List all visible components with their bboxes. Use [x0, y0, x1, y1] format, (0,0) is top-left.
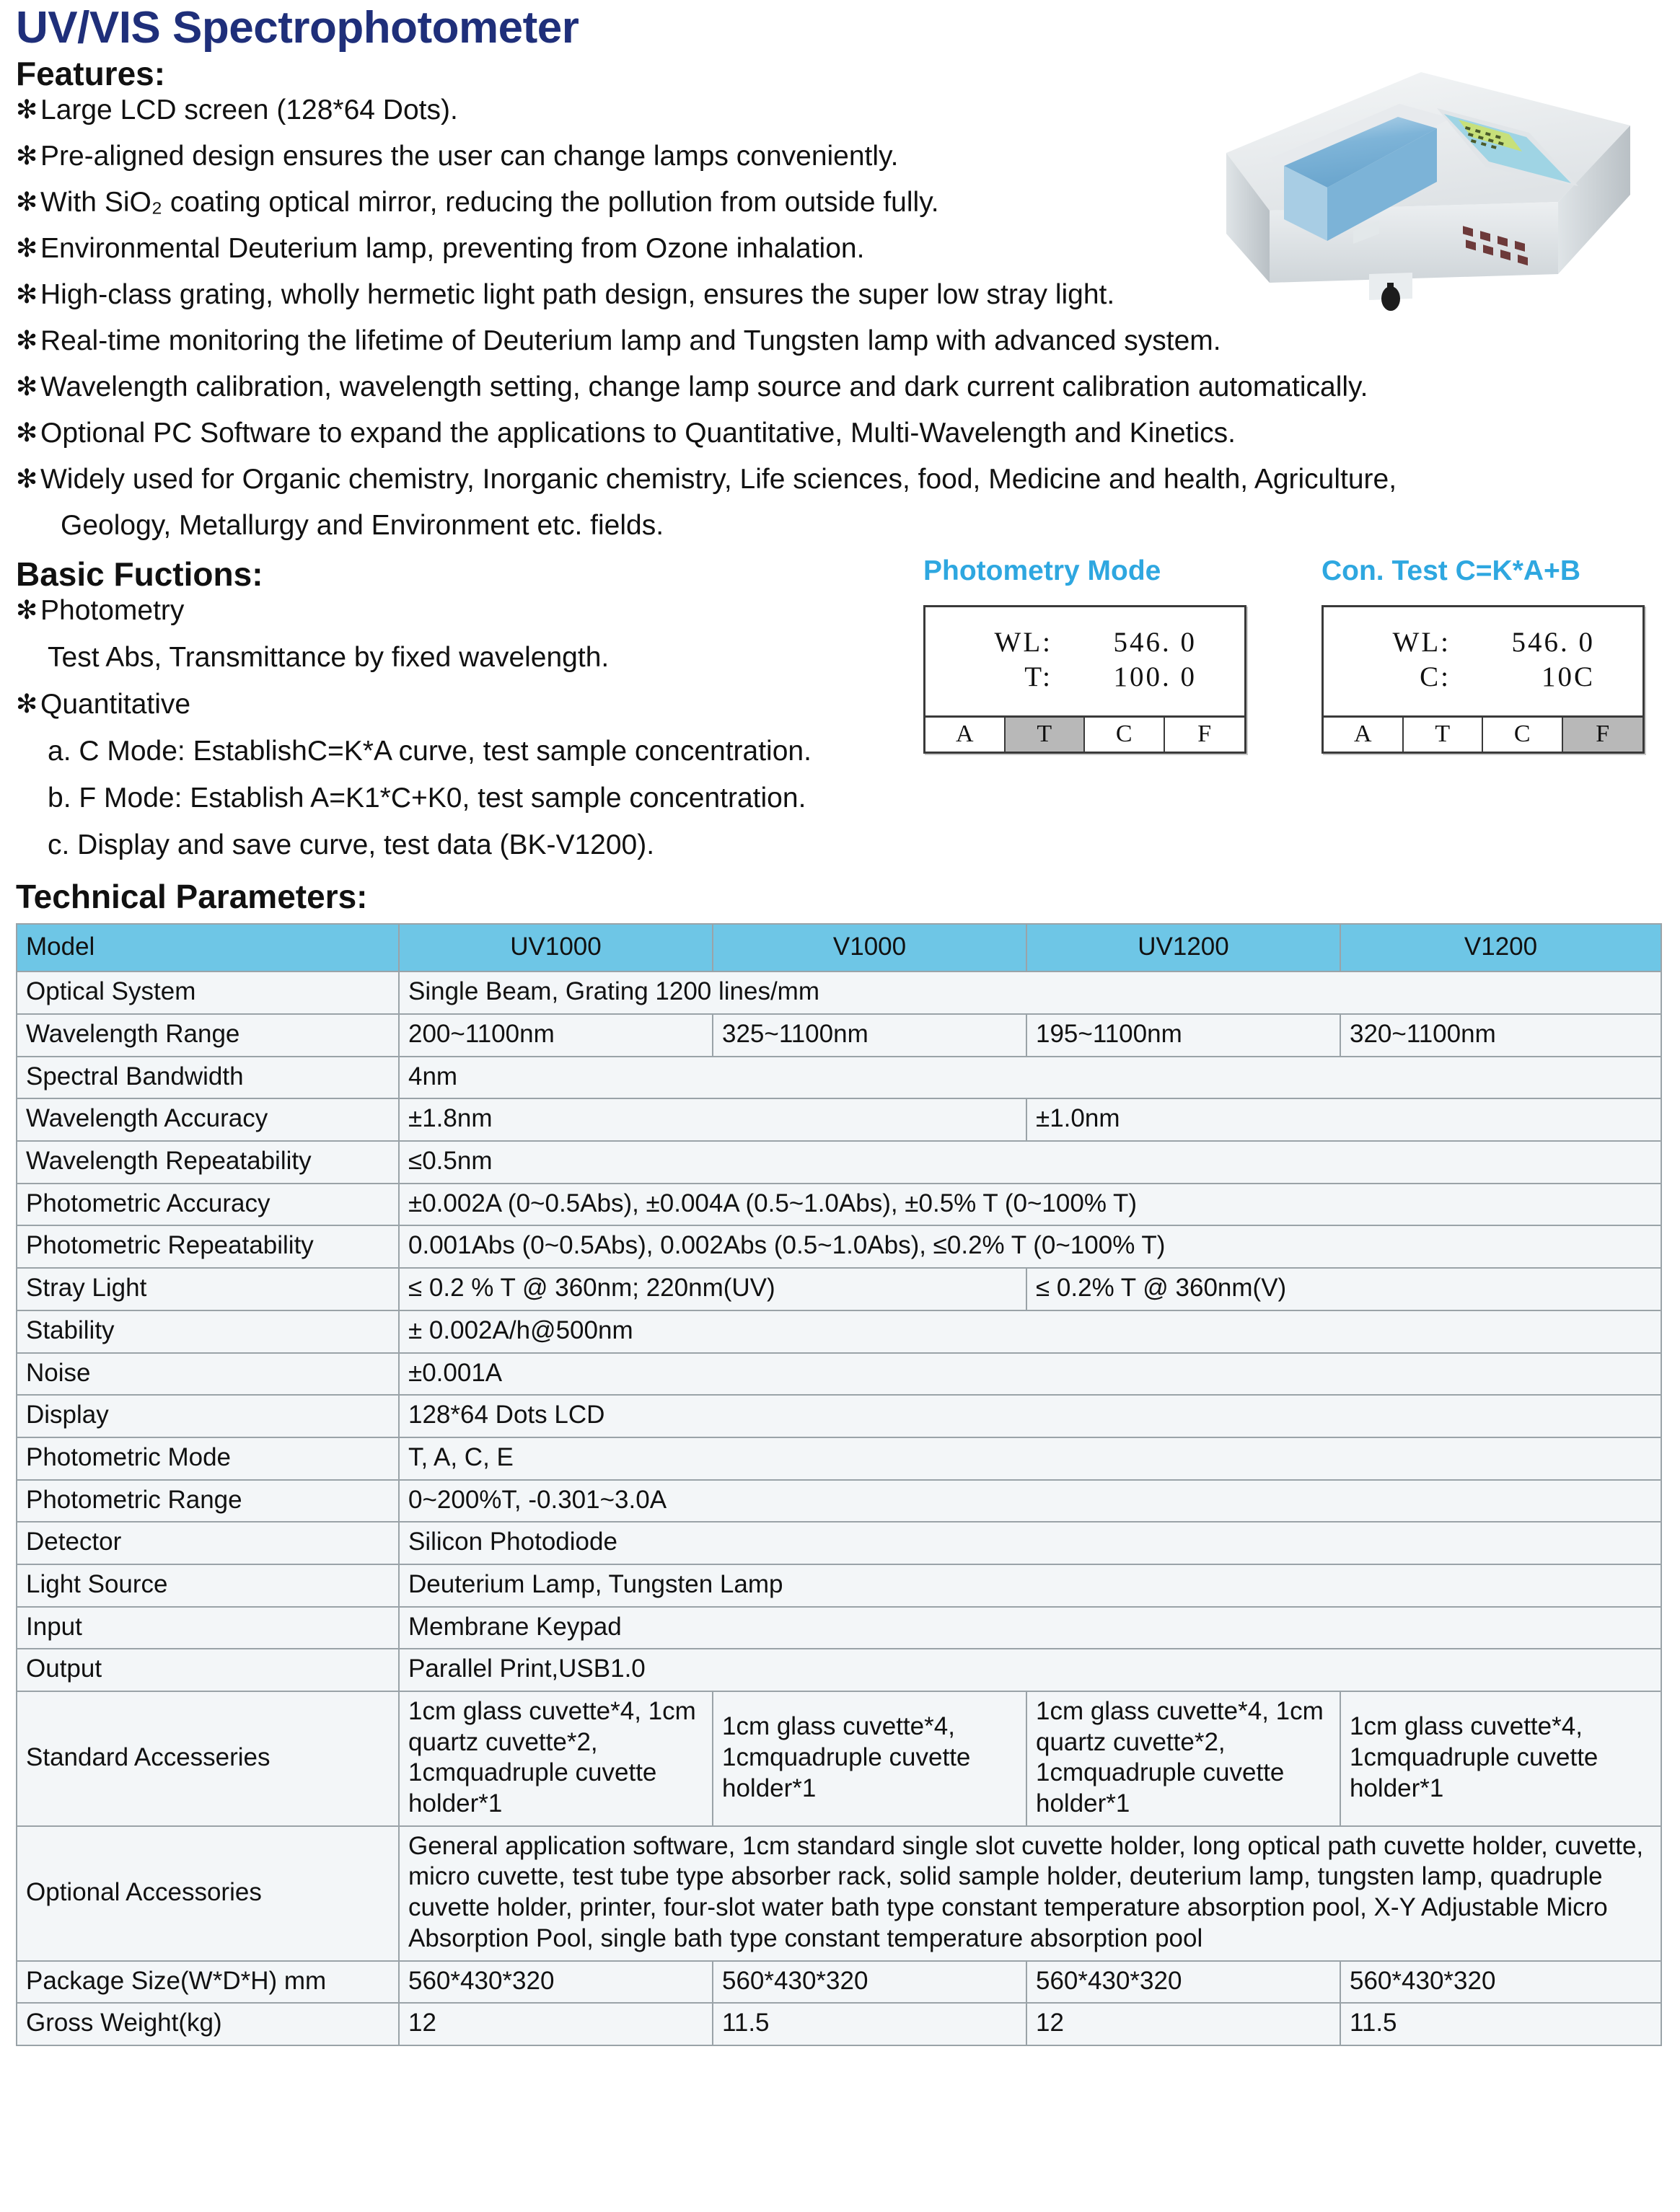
photometry-entry	[16, 596, 918, 625]
row-label: Detector	[17, 1522, 399, 1564]
row-value: 128*64 Dots LCD	[399, 1395, 1661, 1437]
feature-text: Wavelength calibration, wavelength setting, change lamp source and dark current calibration automatically.	[40, 371, 1368, 402]
table-row	[17, 1353, 1661, 1396]
row-label: Package Size(W*D*H) mm	[17, 1961, 399, 2004]
photometry-label: Photometry	[40, 594, 185, 626]
table-row	[17, 1310, 1661, 1353]
lcd-tab-t[interactable]: T	[1006, 718, 1086, 752]
table-body	[17, 971, 1661, 2045]
column-header-model: Model	[17, 924, 399, 972]
row-value: Deuterium Lamp, Tungsten Lamp	[399, 1564, 1661, 1607]
table-row	[17, 1564, 1661, 1607]
row-value: 0~200%T, -0.301~3.0A	[399, 1480, 1661, 1523]
asterisk-bullet-icon: ✻	[16, 688, 38, 718]
row-value: ±1.8nm	[399, 1098, 1026, 1141]
lcd-row-wavelength	[966, 625, 1204, 660]
quantitative-item-b: b. F Mode: Establish A=K1*C+K0, test sample concentration.	[48, 782, 806, 814]
basic-functions-heading: Basic Fuctions:	[16, 555, 263, 593]
feature-text: Real-time monitoring the lifetime of Deuterium lamp and Tungsten lamp with advanced system.	[40, 325, 1221, 356]
row-label: Wavelength Repeatability	[17, 1141, 399, 1184]
table-row	[17, 1522, 1661, 1564]
feature-text: High-class grating, wholly hermetic light path design, ensures the super low stray light.	[40, 278, 1115, 310]
row-value: 320~1100nm	[1340, 1014, 1661, 1057]
row-label: Gross Weight(kg)	[17, 2003, 399, 2045]
lcd-value-wl: 546. 0	[1113, 627, 1197, 658]
lcd-tab-c[interactable]: C	[1483, 718, 1563, 752]
feature-text: Pre-aligned design ensures the user can change lamps conveniently.	[40, 140, 899, 172]
lcd-row-transmittance	[966, 660, 1204, 695]
row-value: ≤ 0.2 % T @ 360nm; 220nm(UV)	[399, 1268, 1026, 1310]
row-value: 0.001Abs (0~0.5Abs), 0.002Abs (0.5~1.0Abs), ≤0.2% T (0~100% T)	[399, 1225, 1661, 1268]
row-value: 4nm	[399, 1057, 1661, 1099]
lcd-panel-photometry-mode	[923, 557, 1246, 754]
feature-item	[16, 419, 1664, 447]
row-value: Membrane Keypad	[399, 1607, 1661, 1649]
table-header	[17, 924, 1661, 972]
table-row	[17, 1480, 1661, 1523]
lcd-value-t: 100. 0	[1113, 661, 1197, 692]
row-label: Photometric Range	[17, 1480, 399, 1523]
lcd-tab-a[interactable]: A	[1324, 718, 1404, 752]
row-value: 560*430*320	[399, 1961, 713, 2004]
row-value: ≤0.5nm	[399, 1141, 1661, 1184]
asterisk-bullet-icon: ✻	[16, 232, 38, 263]
row-label: Spectral Bandwidth	[17, 1057, 399, 1099]
column-header-uv1200: UV1200	[1026, 924, 1340, 972]
feature-text: With SiO₂ coating optical mirror, reducing the pollution from outside fully.	[40, 186, 939, 218]
lcd-tab-c[interactable]: C	[1085, 718, 1165, 752]
lcd-tab-f[interactable]: F	[1165, 718, 1245, 752]
asterisk-bullet-icon: ✻	[16, 140, 38, 170]
table-row	[17, 1395, 1661, 1437]
quantitative-entry	[16, 690, 918, 718]
technical-parameters-heading: Technical Parameters:	[16, 877, 368, 915]
lcd-frame	[1321, 605, 1645, 754]
table-row	[17, 1225, 1661, 1268]
row-value: 325~1100nm	[713, 1014, 1026, 1057]
lcd-row-wavelength	[1364, 625, 1602, 660]
asterisk-bullet-icon: ✻	[16, 417, 38, 447]
row-value: 1cm glass cuvette*4, 1cmquadruple cuvette holder*1	[713, 1691, 1026, 1826]
row-label: Stability	[17, 1310, 399, 1353]
lcd-value-wl: 546. 0	[1511, 627, 1595, 658]
table-row	[17, 2003, 1661, 2045]
lcd-caption-photometry: Photometry Mode	[923, 555, 1161, 586]
table-row	[17, 1961, 1661, 2004]
quantitative-item-a: a. C Mode: EstablishC=K*A curve, test sample concentration.	[48, 735, 812, 767]
row-label: Wavelength Accuracy	[17, 1098, 399, 1141]
column-header-uv1000: UV1000	[399, 924, 713, 972]
row-value: ≤ 0.2% T @ 360nm(V)	[1026, 1268, 1661, 1310]
feature-text: Large LCD screen (128*64 Dots).	[40, 94, 458, 125]
table-row	[17, 1607, 1661, 1649]
row-label: Photometric Accuracy	[17, 1184, 399, 1226]
row-value: Parallel Print,USB1.0	[399, 1649, 1661, 1691]
row-value: ±0.001A	[399, 1353, 1661, 1396]
row-value: 1cm glass cuvette*4, 1cmquadruple cuvette holder*1	[1340, 1691, 1661, 1826]
feature-item	[16, 465, 1664, 493]
table-row	[17, 1098, 1661, 1141]
lcd-tab-t[interactable]: T	[1404, 718, 1484, 752]
row-label: Optional Accessories	[17, 1826, 399, 1961]
table-row	[17, 1268, 1661, 1310]
row-label: Noise	[17, 1353, 399, 1396]
row-value: ±0.002A (0~0.5Abs), ±0.004A (0.5~1.0Abs), ±0.5% T (0~100% T)	[399, 1184, 1661, 1226]
row-label: Output	[17, 1649, 399, 1691]
asterisk-bullet-icon: ✻	[16, 371, 38, 401]
feature-item	[16, 373, 1664, 401]
row-value: 1cm glass cuvette*4, 1cm quartz cuvette*2, 1cmquadruple cuvette holder*1	[399, 1691, 713, 1826]
row-label: Photometric Repeatability	[17, 1225, 399, 1268]
lcd-label-wl: WL:	[994, 627, 1052, 658]
feature-text: Widely used for Organic chemistry, Inorganic chemistry, Life sciences, food, Medicine and health, Agriculture,	[40, 463, 1397, 495]
column-header-v1000: V1000	[713, 924, 1026, 972]
table-row	[17, 971, 1661, 1014]
lcd-label-wl: WL:	[1392, 627, 1451, 658]
table-row	[17, 1141, 1661, 1184]
quantitative-item-c: c. Display and save curve, test data (BK-V1200).	[48, 829, 655, 860]
row-value: Silicon Photodiode	[399, 1522, 1661, 1564]
row-value: 560*430*320	[1340, 1961, 1661, 2004]
lcd-tab-f[interactable]: F	[1563, 718, 1643, 752]
lcd-label-t: T:	[1024, 661, 1052, 692]
row-value: 200~1100nm	[399, 1014, 713, 1057]
row-label: Input	[17, 1607, 399, 1649]
feature-text: Optional PC Software to expand the applications to Quantitative, Multi-Wavelength and Kinetics.	[40, 417, 1236, 449]
row-value: T, A, C, E	[399, 1437, 1661, 1480]
row-label: Stray Light	[17, 1268, 399, 1310]
photometry-description: Test Abs, Transmittance by fixed wavelength.	[48, 641, 610, 673]
table-row	[17, 1691, 1661, 1826]
lcd-tab-a[interactable]: A	[925, 718, 1006, 752]
row-label: Display	[17, 1395, 399, 1437]
lcd-caption-con-test: Con. Test C=K*A+B	[1321, 555, 1580, 586]
table-row	[17, 1826, 1661, 1961]
row-value: 195~1100nm	[1026, 1014, 1340, 1057]
row-value: 12	[1026, 2003, 1340, 2045]
lcd-frame	[923, 605, 1246, 754]
table-header-row	[17, 924, 1661, 972]
page-title: UV/VIS Spectrophotometer	[16, 3, 579, 53]
basic-functions-section	[16, 555, 1664, 859]
feature-text: Environmental Deuterium lamp, preventing from Ozone inhalation.	[40, 232, 865, 264]
table-row	[17, 1649, 1661, 1691]
technical-parameters-table	[16, 923, 1662, 2046]
asterisk-bullet-icon: ✻	[16, 94, 38, 124]
row-value: 1cm glass cuvette*4, 1cm quartz cuvette*2, 1cmquadruple cuvette holder*1	[1026, 1691, 1340, 1826]
lcd-panel-concentration-test	[1321, 557, 1645, 754]
lcd-screen	[1324, 607, 1642, 715]
column-header-v1200: V1200	[1340, 924, 1661, 972]
row-value: 11.5	[1340, 2003, 1661, 2045]
row-label: Photometric Mode	[17, 1437, 399, 1480]
row-label: Wavelength Range	[17, 1014, 399, 1057]
row-label: Optical System	[17, 971, 399, 1014]
row-value: 11.5	[713, 2003, 1026, 2045]
spectrophotometer-product-photo	[1183, 45, 1659, 333]
asterisk-bullet-icon: ✻	[16, 594, 38, 625]
lcd-mockups	[923, 557, 1674, 754]
row-label: Standard Accesseries	[17, 1691, 399, 1826]
table-row	[17, 1184, 1661, 1226]
table-row	[17, 1437, 1661, 1480]
row-value: 560*430*320	[1026, 1961, 1340, 2004]
lcd-tab-bar	[1324, 715, 1642, 752]
table-row	[17, 1014, 1661, 1057]
basic-functions-list	[16, 596, 918, 859]
lcd-screen	[925, 607, 1244, 715]
row-label: Light Source	[17, 1564, 399, 1607]
row-value: ±1.0nm	[1026, 1098, 1661, 1141]
lcd-tab-bar	[925, 715, 1244, 752]
asterisk-bullet-icon: ✻	[16, 463, 38, 493]
table-row	[17, 1057, 1661, 1099]
asterisk-bullet-icon: ✻	[16, 186, 38, 216]
asterisk-bullet-icon: ✻	[16, 325, 38, 355]
quantitative-label: Quantitative	[40, 688, 191, 720]
asterisk-bullet-icon: ✻	[16, 278, 38, 309]
feature-text-continuation: Geology, Metallurgy and Environment etc. fields.	[61, 509, 664, 541]
lcd-label-c: C:	[1420, 661, 1451, 692]
row-value: 560*430*320	[713, 1961, 1026, 2004]
lcd-value-c: 10C	[1541, 661, 1595, 692]
features-heading: Features:	[16, 55, 166, 92]
row-value: ± 0.002A/h@500nm	[399, 1310, 1661, 1353]
lcd-row-concentration	[1364, 660, 1602, 695]
row-value: Single Beam, Grating 1200 lines/mm	[399, 971, 1661, 1014]
row-value: General application software, 1cm standard single slot cuvette holder, long optical path cuvette holder, cuvette, micro cuvette, test tube type absorber rack, solid sample holder, deuterium lamp, tungsten lamp, quadruple cuvette holder, printer, four-slot water bath type constant temperature absorption pool, X-Y Adjustable Micro Absorption Pool, single bath type constant temperature absorption pool	[399, 1826, 1661, 1961]
row-value: 12	[399, 2003, 713, 2045]
